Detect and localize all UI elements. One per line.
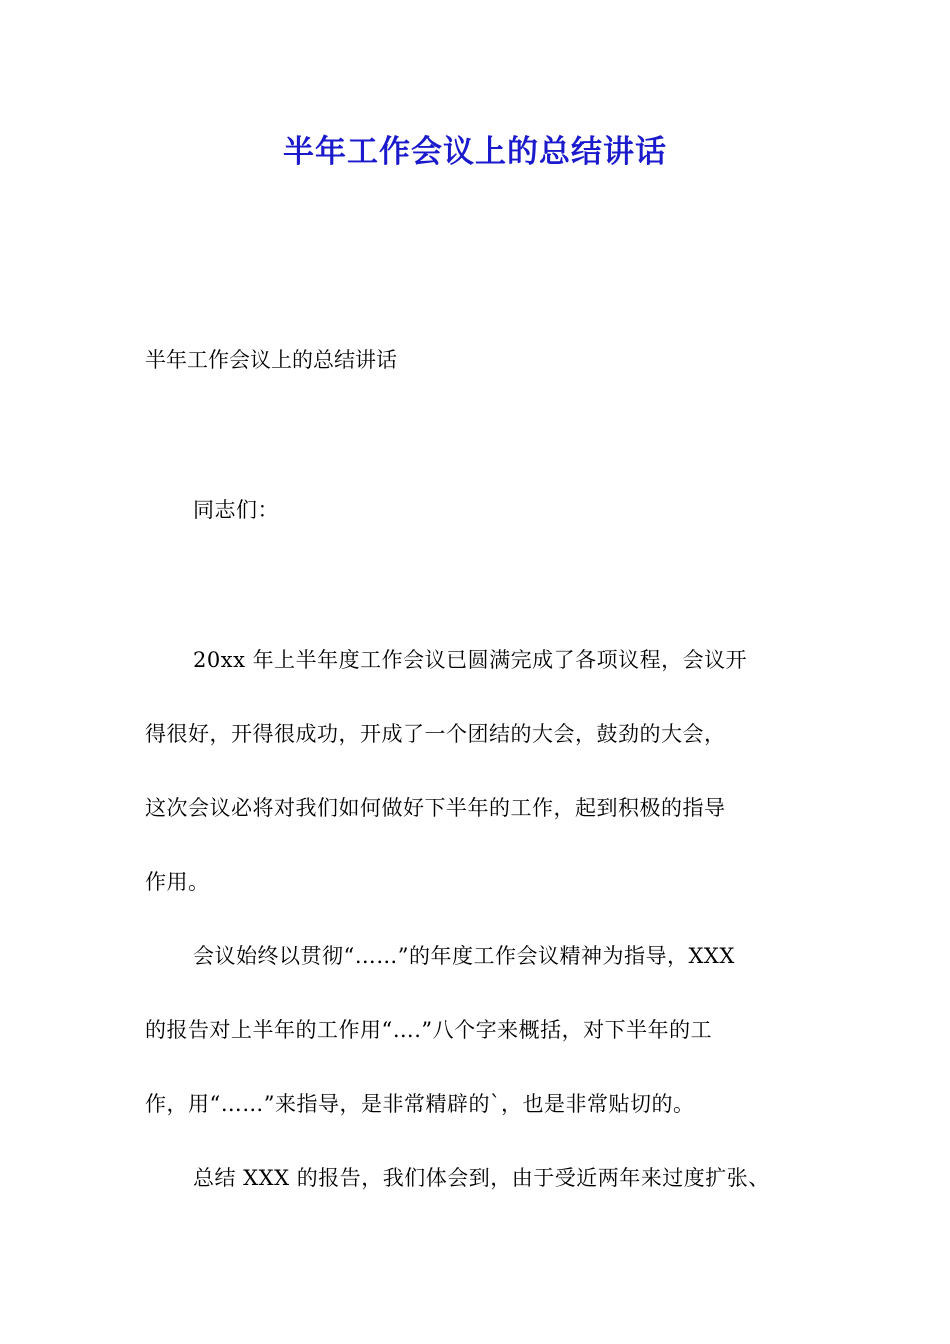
paragraph-line: 作，用“……”来指导，是非常精辟的`，也是非常贴切的。	[145, 1092, 695, 1116]
paragraph-line: 的报告对上半年的工作用“….”八个字来概括，对下半年的工	[145, 1018, 713, 1042]
document-title: 半年工作会议上的总结讲话	[283, 134, 667, 170]
paragraph-line: 20xx 年上半年度工作会议已圆满完成了各项议程，会议开	[193, 648, 748, 672]
paragraph-line: 总结 XXX 的报告，我们体会到，由于受近两年来过度扩张、	[193, 1166, 770, 1190]
salutation: 同志们：	[193, 498, 279, 522]
paragraph-line: 会议始终以贯彻“……”的年度工作会议精神为指导，XXX	[193, 944, 735, 968]
document-subtitle: 半年工作会议上的总结讲话	[145, 348, 397, 372]
paragraph-line: 这次会议必将对我们如何做好下半年的工作，起到积极的指导	[145, 796, 726, 820]
paragraph-line: 作用。	[145, 870, 210, 894]
paragraph-line: 得很好，开得很成功，开成了一个团结的大会，鼓劲的大会，	[145, 722, 726, 746]
